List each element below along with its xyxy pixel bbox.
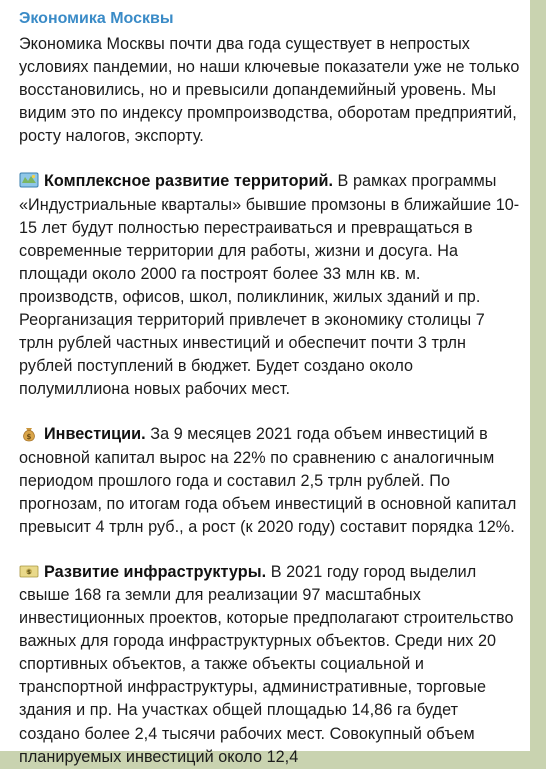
banknote-emoji-icon	[19, 562, 39, 580]
svg-text:$: $	[26, 568, 32, 576]
svg-text:$: $	[26, 433, 32, 442]
section-investments	[19, 423, 520, 538]
channel-name[interactable]: Экономика Москвы	[19, 10, 174, 27]
section-title: Комплексное развитие территорий.	[44, 172, 333, 191]
section-infrastructure	[19, 561, 520, 769]
intro-paragraph: Экономика Москвы почти два года существует в непростых условиях пандемии, но наши ключевые показатели уже не только восстановились, но и превысили допандемийный уровень. Мы видим это по индексу промпроизводства, оборотам предприятий, росту налогов, экспорту.	[19, 35, 520, 146]
money-bag-emoji-icon	[19, 424, 39, 442]
section-body: В рамках программы «Индустриальные кварталы» бывшие промзоны в ближайшие 10-15 лет будут полностью перестраиваться и превращаться в современные территории для работы, жизни и досуга. На площади около 2000 га построят более 33 млн кв. м. производств, офисов, школ, поликлиник, жилых зданий и пр. Реорганизация территорий привлечет в экономику столицы 7 трлн рублей частных инвестиций и обеспечит почти 3 трлн рублей поступлений в бюджет. Будет создано около полумиллиона новых рабочих мест.	[19, 172, 520, 399]
section-title: Инвестиции.	[44, 425, 146, 444]
map-emoji-icon	[19, 171, 39, 189]
section-body: В 2021 году город выделил свыше 168 га земли для реализации 97 масштабных инвестиционных проектов, которые предполагают строительство важных для города инфраструктурных объектов. Среди них 20 спортивных объектов, а также объекты социальной и транспортной инфраструктуры, административные, торговые здания и пр. На участках общей площадью 14,86 га будет создано более 2,4 тысячи рабочих мест. Совокупный объем планируемых инвестиций около 12,4	[19, 562, 514, 766]
section-territories	[19, 170, 520, 401]
section-title: Развитие инфраструктуры.	[44, 562, 267, 581]
section-body: За 9 месяцев 2021 года объем инвестиций в основной капитал вырос на 22% по сравнению с аналогичным периодом прошлого года и составил 2,5 трлн рублей. По прогнозам, по итогам года объем инвестиций в основной капитал превысит 4 трлн руб., а рост (к 2020 году) составит порядка 12%.	[19, 425, 517, 536]
